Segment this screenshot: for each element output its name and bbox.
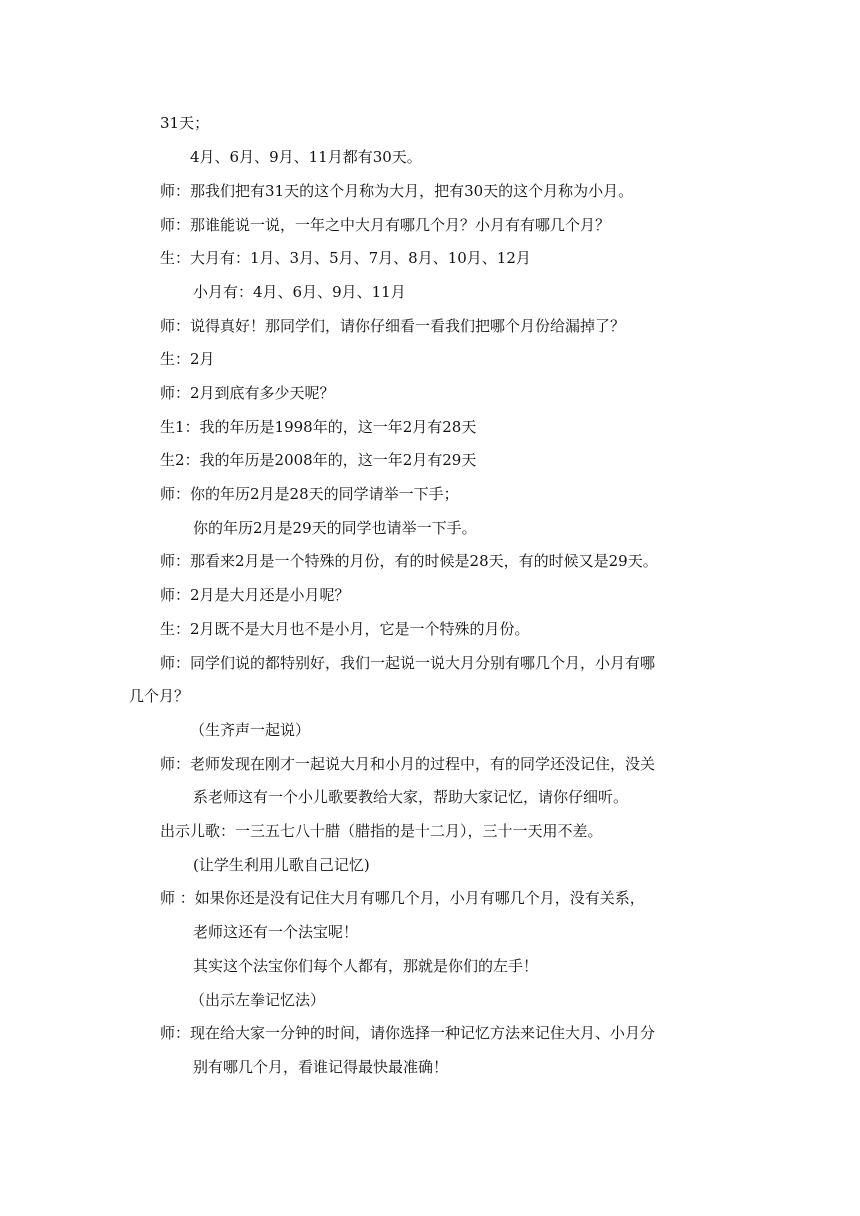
text-line: 生1：我的年历是1998年的，这一年2月有28天: [160, 418, 477, 436]
text-line: 师：老师发现在刚才一起说大月和小月的过程中，有的同学还没记住，没关: [160, 755, 656, 773]
text-line: 生：2月: [160, 350, 215, 368]
text-line: 生：2月既不是大月也不是小月，它是一个特殊的月份。: [160, 620, 530, 638]
text-line: 师：现在给大家一分钟的时间，请你选择一种记忆方法来记住大月、小月分: [160, 1024, 656, 1042]
text-line: 师：那看来2月是一个特殊的月份，有的时候是28天，有的时候又是29天。: [160, 552, 658, 570]
text-line: 几个月？: [129, 687, 190, 705]
text-line: 师 ：如果你还是没有记住大月有哪几个月，小月有哪几个月，没有关系，: [160, 889, 645, 907]
text-line: （生齐声一起说）: [190, 721, 311, 739]
text-line: 师：你的年历2月是28天的同学请举一下手；: [160, 485, 459, 503]
text-line: 师：那谁能说一说，一年之中大月有哪几个月？小月有有哪几个月？: [160, 216, 611, 234]
text-line: 师：2月到底有多少天呢？: [160, 384, 335, 402]
text-line: (让学生利用儿歌自己记忆): [193, 856, 370, 874]
text-line: 老师这还有一个法宝呢！: [193, 923, 359, 941]
text-line: 系老师这有一个小儿歌要教给大家，帮助大家记忆，请你仔细听。: [193, 788, 629, 806]
text-line: 生：大月有：1月、3月、5月、7月、8月、10月、12月: [160, 249, 531, 267]
text-line: 师：2月是大月还是小月呢？: [160, 586, 350, 604]
text-line: 你的年历2月是29天的同学也请举一下手。: [193, 519, 477, 537]
text-line: 师：说得真好！那同学们，请你仔细看一看我们把哪个月份给漏掉了？: [160, 317, 626, 335]
text-line: 别有哪几个月，看谁记得最快最准确！: [193, 1058, 449, 1076]
text-line: 小月有：4月、6月、9月、11月: [193, 283, 406, 301]
text-line: 31天；: [160, 114, 210, 132]
text-line: 生2：我的年历是2008年的，这一年2月有29天: [160, 451, 477, 469]
text-line: 出示儿歌：一三五七八十腊（腊指的是十二月），三十一天用不差。: [160, 822, 603, 840]
text-line: 其实这个法宝你们每个人都有，那就是你们的左手！: [193, 957, 539, 975]
text-line: 4月、6月、9月、11月都有30天。: [190, 148, 422, 166]
text-line: （出示左拳记忆法）: [190, 991, 326, 1009]
text-line: 师：同学们说的都特别好，我们一起说一说大月分别有哪几个月，小月有哪: [160, 654, 656, 672]
text-line: 师：那我们把有31天的这个月称为大月，把有30天的这个月称为小月。: [160, 182, 634, 200]
